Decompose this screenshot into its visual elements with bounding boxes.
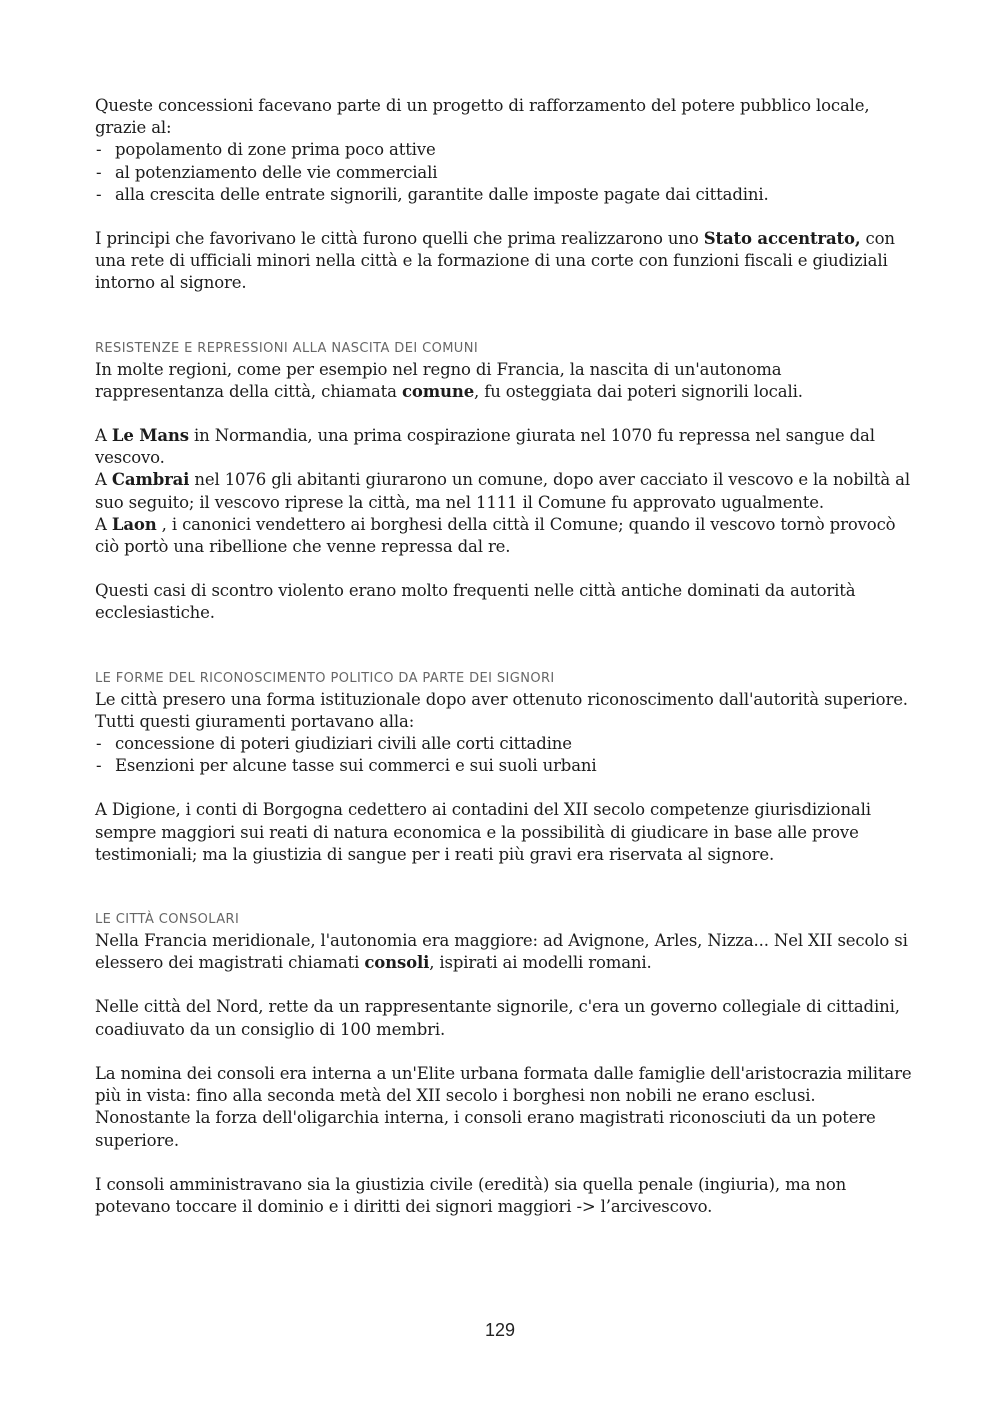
section-paragraph: Questi casi di scontro violento erano molto frequenti nelle città antiche dominati da autorità ecclesiastiche.	[95, 581, 856, 623]
dash-bullet: -	[96, 140, 102, 160]
list-item-text: Esenzioni per alcune tasse sui commerci e sui suoli urbani	[115, 756, 597, 776]
section-heading: LE CITTÀ CONSOLARI	[95, 912, 240, 928]
bold-term: comune	[401, 381, 475, 401]
section-paragraph: Nelle città del Nord, rette da un rappresentante signorile, c'era un governo collegiale di cittadini, coadiuvato da un consiglio di 100 membri.	[95, 997, 900, 1039]
bold-term: Le Mans	[111, 426, 189, 446]
bold-term: Cambrai	[111, 470, 190, 490]
dash-bullet: -	[96, 756, 102, 776]
lemans-paragraph: A Le Mans in Normandia, una prima cospirazione giurata nel 1070 fu repressa nel sangue dal vescovo.	[95, 426, 875, 468]
list-item	[95, 139, 915, 161]
list-item	[95, 162, 915, 184]
section-paragraph: Le città presero una forma istituzionale dopo aver ottenuto riconoscimento dall'autorità superiore. Tutti questi giuramenti portavano alla:	[95, 689, 908, 731]
bold-term: Stato accentrato,	[703, 229, 861, 249]
section-paragraph: Nonostante la forza dell'oligarchia interna, i consoli erano magistrati riconosciuti da un potere superiore.	[95, 1108, 876, 1150]
dash-bullet: -	[96, 184, 102, 204]
intro-list	[95, 139, 915, 206]
list-item-text: al potenziamento delle vie commerciali	[115, 162, 438, 182]
dash-bullet: -	[96, 734, 102, 754]
dash-bullet: -	[96, 162, 102, 182]
bold-term: consoli	[364, 953, 430, 973]
section-paragraph: I consoli amministravano sia la giustizia civile (eredità) sia quella penale (ingiuria), ma non potevano toccare il dominio e i diritti dei signori maggiori -> l’arcivescovo.	[95, 1174, 847, 1216]
bold-term: Laon	[111, 514, 157, 534]
section-paragraph: Nella Francia meridionale, l'autonomia era maggiore: ad Avignone, Arles, Nizza... Nel XII secolo si elessero dei magistrati chiamati consoli, ispirati ai modelli romani.	[95, 931, 908, 973]
list-item-text: alla crescita delle entrate signorili, garantite dalle imposte pagate dai cittadini.	[115, 184, 769, 204]
page-number: 129	[484, 1320, 516, 1340]
section-heading: RESISTENZE E REPRESSIONI ALLA NASCITA DEI COMUNI	[95, 340, 479, 356]
list-item	[95, 184, 915, 206]
section-paragraph: A Digione, i conti di Borgogna cedettero ai contadini del XII secolo competenze giurisdizionali sempre maggiori sui reati di natura economica e la possibilità di giudicare in base alle prove testimoniali; ma la giustizia di sangue per i reati più gravi era riservata al signore.	[95, 800, 871, 864]
principi-paragraph: I principi che favorivano le città furono quelli che prima realizzarono uno Stato accentrato, con una rete di ufficiali minori nella città e la formazione di una corte con funzioni fiscali e giudiziali intorno al signore.	[95, 229, 895, 293]
intro-paragraph: Queste concessioni facevano parte di un progetto di rafforzamento del potere pubblico locale, grazie al:	[95, 96, 870, 138]
list-item	[95, 755, 915, 777]
list-item-text: popolamento di zone prima poco attive	[115, 140, 436, 160]
page-content	[95, 95, 915, 1218]
section-heading: LE FORME DEL RICONOSCIMENTO POLITICO DA PARTE DEI SIGNORI	[95, 670, 555, 686]
list-item-text: concessione di poteri giudiziari civili alle corti cittadine	[115, 734, 572, 754]
section-paragraph: In molte regioni, come per esempio nel regno di Francia, la nascita di un'autonoma rappresentanza della città, chiamata comune, fu osteggiata dai poteri signorili locali.	[95, 359, 803, 401]
section-list	[95, 733, 915, 777]
cambrai-paragraph: A Cambrai nel 1076 gli abitanti giurarono un comune, dopo aver cacciato il vescovo e la nobiltà al suo seguito; il vescovo riprese la città, ma nel 1111 il Comune fu approvato ugualmente.	[95, 470, 910, 512]
list-item	[95, 733, 915, 755]
laon-paragraph: A Laon , i canonici vendettero ai borghesi della città il Comune; quando il vescovo tornò provocò ciò portò una ribellione che venne repressa dal re.	[95, 514, 896, 557]
section-paragraph: La nomina dei consoli era interna a un'Elite urbana formata dalle famiglie dell'aristocrazia militare più in vista: fino alla seconda metà del XII secolo i borghesi non nobili ne erano esclusi.	[95, 1063, 912, 1106]
